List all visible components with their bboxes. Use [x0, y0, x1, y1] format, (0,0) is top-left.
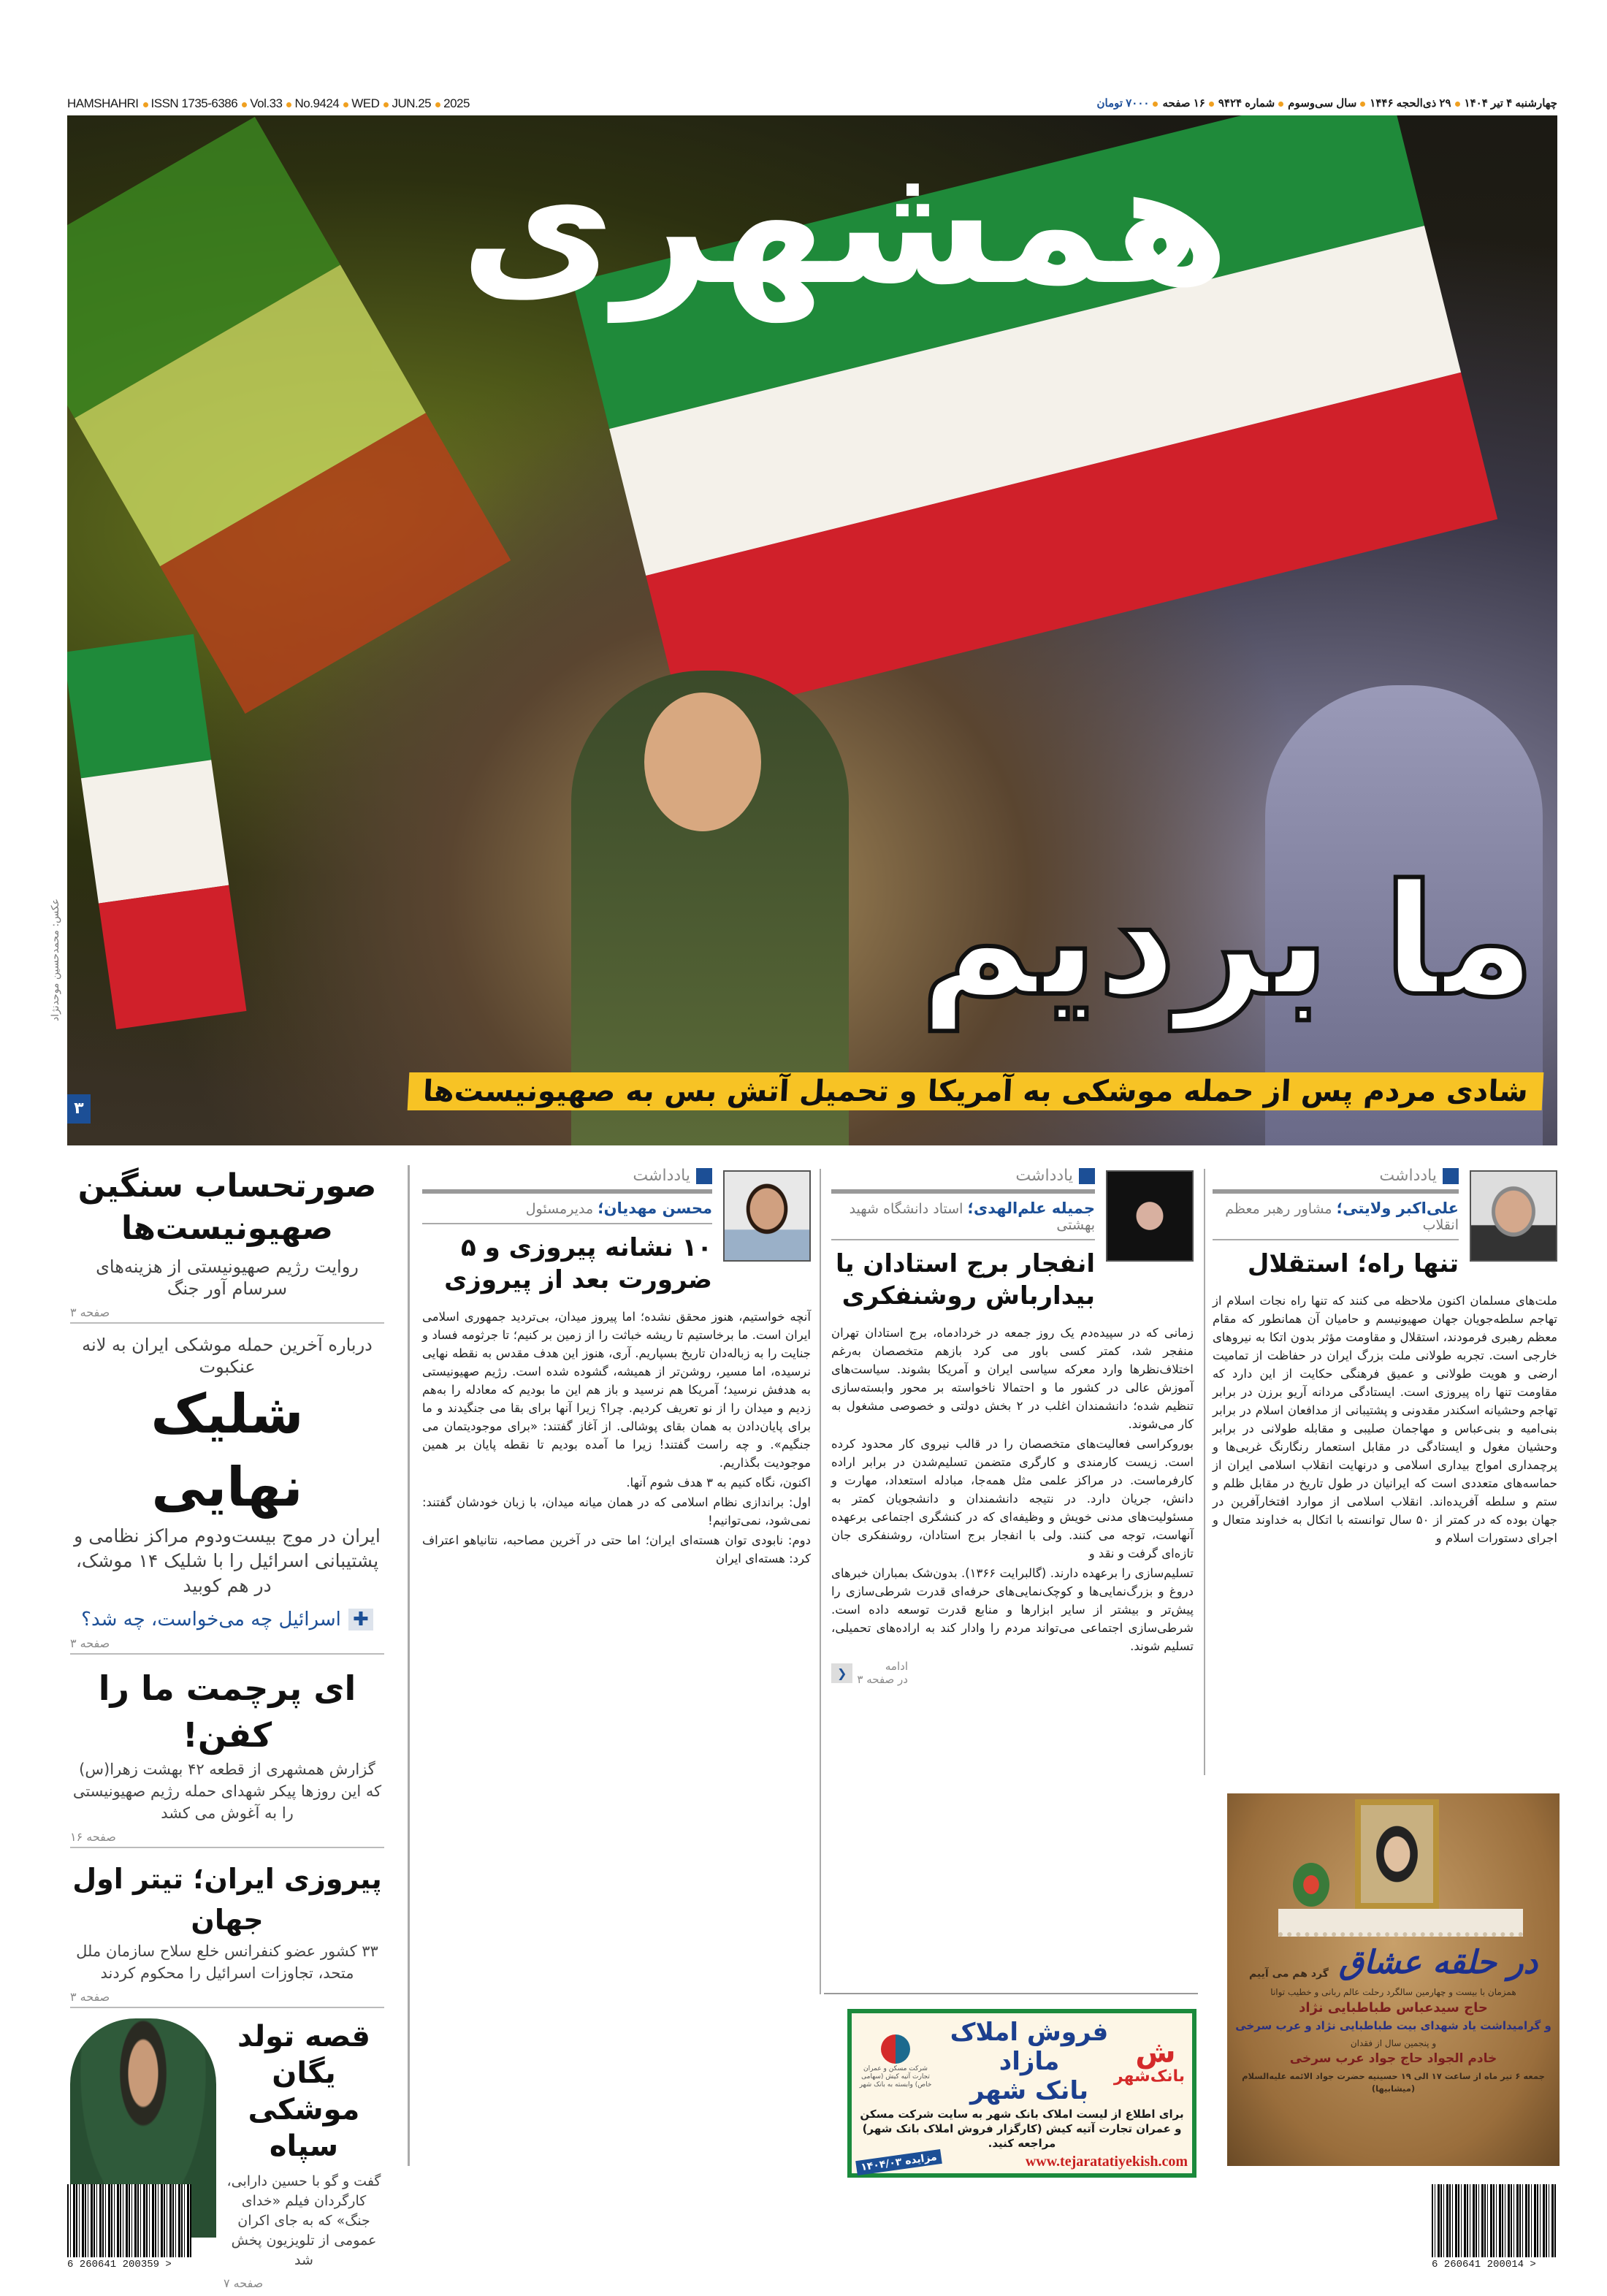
weekday: WED: [343, 96, 379, 111]
barcode: [1432, 2184, 1556, 2270]
continue-row: [831, 1660, 1194, 1686]
barcode-number: 6 260641 200359 >: [67, 2259, 191, 2270]
ad-title-line: بانک شهر: [970, 2076, 1088, 2105]
column-header: [831, 1167, 1095, 1312]
author-portrait: [723, 1170, 811, 1262]
author-role: مشاور رهبر معظم انقلاب: [1225, 1201, 1459, 1233]
hero-photo: [67, 115, 1557, 1145]
author-portrait: [1106, 1170, 1194, 1262]
paragraph: تسلیم‌سازی را برعهده دارند. (گالبرایت ۱۳۶۶). بدون‌شک بمباران خبرهای دروغ و بزرگ‌نمایی‌ها و کوچک‌نمایی‌های حرفه‌ای قدرت شرطی‌سازی را پیش‌تر و بیشتر از سایر ابزارها و منابع قدرت توسعه داده است. شرطی‌سازی اجتماعی می‌تواند مردم را وادار کند به اراده‌های تحمیلی، تسلیم شوند.: [831, 1566, 1194, 1653]
author-name: محسن مهدیان؛: [598, 1200, 712, 1217]
story-teaser[interactable]: [224, 2018, 384, 2290]
column-divider: [408, 1165, 410, 2166]
divider: [422, 1189, 712, 1194]
column-divider: [1204, 1169, 1205, 1775]
tag-label: یادداشت: [633, 1167, 690, 1185]
divider: [70, 1322, 384, 1324]
divider: [70, 1653, 384, 1655]
ad-line: و پنجمین سال از فقدان: [1350, 2038, 1437, 2048]
issn: ISSN 1735-6386: [143, 96, 238, 111]
column-header: [422, 1167, 712, 1296]
plus-icon: ✚: [348, 1609, 373, 1631]
byline: [1213, 1200, 1459, 1233]
divider: [831, 1189, 1095, 1194]
flower-pot-decoration: [1293, 1863, 1329, 1907]
divider: [831, 1239, 1095, 1240]
left-column: [70, 1165, 384, 2290]
story-title[interactable]: شلیک نهایی: [150, 1383, 304, 1519]
story-subtitle: روایت رژیم صهیونیستی از هزینه‌های سرسام آور جنگ: [96, 1256, 359, 1299]
ad-url[interactable]: www.tejaratatiyekish.com: [1025, 2154, 1188, 2170]
photo-credit: عکس: محمدحسین موحدنژاد: [50, 899, 61, 1022]
page-ref: صفحه ۳: [70, 1636, 110, 1650]
story-subtitle: گفت و گو با حسین دارابی، کارگردان فیلم «خدای جنگ» که به جای اکران عمومی از تلویزیون پخش شد: [226, 2173, 381, 2268]
story-teaser[interactable]: [70, 1665, 384, 1848]
issue-number: No.9424: [286, 96, 339, 111]
opinion-column-velayati: [1213, 1167, 1557, 1549]
barcode: [67, 2184, 191, 2270]
bank-shahr-logo: ﺵ بانک‌شهر: [1113, 2035, 1185, 2086]
tag-label: یادداشت: [1379, 1167, 1437, 1185]
story-kicker: درباره آخرین حمله موشکی ایران به لانه عنکبوت: [82, 1335, 373, 1377]
masthead-logo: همشهری: [460, 127, 1230, 322]
tag-square-icon: [696, 1168, 712, 1184]
issue-info-latin: [67, 96, 470, 111]
divider: [70, 1847, 384, 1848]
story-teaser[interactable]: [70, 1165, 384, 1324]
column-title[interactable]: تنها راه؛ استقلال: [1247, 1249, 1459, 1278]
continue-link[interactable]: [831, 1660, 908, 1686]
paragraph: ملت‌های مسلمان اکنون ملاحظه می کنند که تنها راه نجات اسلام از تهاجم سلطه‌جویان جهان صهیونیسم و حامیان آن همانطور که مقام معظم رهبری فرمودند، استقلال و مقاومت مؤثر بدون اتکا به نیروهای خارجی است. تجربه طولانی ملت بزرگ ایران در حفاظت از تمامیت ارضی و هویت طولانی و عمیق فرهنگی حکایت از این دارد که مقاومت تنها راه پیروزی است. ایستادگی مردانه آریو برزن در برابر تهاجم وحشیانه اسکندر مقدونی و پشتیبانی از مدافعان اسلام در برابر بنی‌امیه و بنی‌عباس و مهاجمان صلیبی و مقابله طولانی در برابر وحشیان مغول و ایستادگی در مقابل استعمار رنگارنگ غربی‌ها و پرچمداری امواج بیداری اسلامی و درنهایت انقلاب اسلامی ایران از حماسه‌های متعددی است که ایرانیان در طول تاریخ در مقابل ظلم و ستم و سلطه آفریده‌اند. انقلاب اسلامی از موارد افتخارآفرین در جهان بوده که در کمتر از ۵۰ سال توانسته با اتکال به خداوند متعال و اجرای دستورات اسلام و: [1213, 1294, 1557, 1545]
ad-name: حاج سیدعباس طباطبایی نژاد: [1299, 2000, 1488, 2015]
issue-number-fa: شماره ۹۴۲۴: [1218, 96, 1283, 110]
ad-title-line: فروش املاک مازاد: [950, 2018, 1109, 2076]
ad-calligraphy: در حلقه عشاق: [1338, 1944, 1538, 1981]
brand-name: بانک‌شهر: [1113, 2067, 1185, 2086]
ad-text: برای اطلاع از لیست املاک بانک شهر به سایت شرکت مسکن و عمران تجارت آتیه کیش (کارگزار فروش املاک بانک شهر) مراجعه کنید.: [860, 2108, 1184, 2150]
ad-title: [936, 2018, 1122, 2105]
column-title[interactable]: انفجار برج استادان یا بیدارباش روشنفکری: [835, 1249, 1095, 1311]
divider: [1213, 1239, 1459, 1240]
tag-square-icon: [1443, 1168, 1459, 1184]
shelf-decoration: [1278, 1909, 1523, 1937]
paragraph: اکنون، نگاه کنیم به ۳ هدف شوم آنها.: [626, 1476, 811, 1490]
tag-label: یادداشت: [1015, 1167, 1073, 1185]
main-headline: ما بردیم: [920, 851, 1535, 1030]
memorial-portrait: [1355, 1799, 1439, 1909]
column-body: [1213, 1292, 1557, 1547]
date: JUN.25: [383, 96, 431, 111]
flag-decoration: [67, 634, 246, 1029]
ad-line: و گرامیداشت یاد شهدای بیت طباطبایی نژاد و عرب سرخی: [1235, 2019, 1551, 2032]
ad-footer: جمعه ۶ تیر ماه از ساعت ۱۷ الی ۱۹ حسینیه حضرت جواد الائمه علیه‌السلام (میشابیها): [1242, 2071, 1545, 2094]
column-body: [422, 1308, 811, 1568]
bank-shahr-ad[interactable]: [847, 2009, 1196, 2178]
price: ۷۰۰۰ تومان: [1097, 96, 1159, 110]
paper-name: HAMSHAHRI: [67, 96, 139, 110]
page-badge[interactable]: ۳: [67, 1094, 91, 1124]
story-title[interactable]: قصه تولد یگان موشکی سپاه: [237, 2020, 370, 2163]
ad-line: همزمان با بیست و چهارمین سالگرد رحلت عالم ربانی و خطیب توانا: [1270, 1987, 1516, 1997]
ad-body: [1227, 1983, 1560, 2095]
page-count: ۱۶ صفحه: [1162, 96, 1213, 110]
column-divider: [820, 1169, 821, 1994]
related-link-text[interactable]: اسرائیل چه می‌خواست، چه شد؟: [81, 1609, 341, 1631]
column-tag: [1213, 1167, 1459, 1185]
ad-heading: [1227, 1943, 1560, 1983]
column-tag: [831, 1167, 1095, 1185]
story-teaser[interactable]: [70, 1858, 384, 2008]
divider: [824, 1993, 1198, 1994]
byline: [422, 1200, 712, 1217]
column-header: [1213, 1167, 1459, 1280]
continue-page: در صفحه ۳: [857, 1673, 908, 1686]
barcode-number: 6 260641 200014 >: [1432, 2259, 1556, 2270]
story-subtitle: گزارش همشهری از قطعه ۴۲ بهشت زهرا(س) که این روزها پیکر شهدای حمله رژیم صهیونیستی را به آغوش می کشد: [72, 1761, 382, 1822]
ad-name: خادم الجواد حاج جواد عرب سرخی: [1289, 2051, 1497, 2066]
opinion-column-mahdian: [422, 1167, 811, 1569]
story-teaser[interactable]: [70, 1334, 384, 1655]
page-ref: صفحه ۱۶: [70, 1830, 116, 1844]
persian-date: چهارشنبه ۴ تیر ۱۴۰۴: [1464, 97, 1557, 110]
paragraph: اول: براندازی نظام اسلامی که در همان میانه میدان، با زبان خودشان گفتند: نمی‌شود، نمی‌توانیم!: [422, 1495, 811, 1528]
author-name: جمیله علم‌الهدی؛: [967, 1200, 1095, 1217]
paragraph: زمانی که در سپیده‌دم یک روز جمعه در خردادماه، برج استادان تهران منفجر شد، کمتر کسی باور می کرد بازهم متخصصان به‌رغم اختلاف‌نظرها وارد معرکه سیاسی ایران و آمریکا بشوند. سیاست‌های آموزش عالی در کشور ما و احتمالا ناخواسته بر محور وابسته‌سازی تنظیم شده؛ دانشمندان اغلب در ۲ بخش دولتی و خصوصی مشغول به کار می‌شوند.: [831, 1326, 1194, 1431]
author-name: علی‌اکبر ولایتی؛: [1336, 1200, 1459, 1217]
auction-badge: مزایده ۱۴۰۴/۰۳: [855, 2148, 942, 2175]
author-role: مدیرمسئول: [525, 1201, 594, 1217]
paragraph: دوم: نابودی توان هسته‌ای ایران؛ اما حتی در آخرین مصاحبه، نتانیاهو اعتراف کرد: هسته‌ای ایران: [422, 1533, 811, 1565]
author-role: استاد دانشگاه شهید بهشتی: [849, 1201, 1095, 1233]
related-link[interactable]: [70, 1609, 384, 1631]
volume: Vol.33: [242, 96, 282, 111]
continue-label: ادامه: [885, 1660, 908, 1673]
hijri-date: ۲۹ ذی‌الحجه ۱۴۴۶: [1370, 96, 1459, 110]
page-ref: صفحه ۳: [70, 1990, 110, 2004]
byline: [831, 1200, 1095, 1233]
year: 2025: [435, 96, 470, 111]
paragraph: بوروکراسی فعالیت‌های متخصصان را در قالب نیروی کار محدود کرده است. زیست کارمندی و کارگری متضمن تسلیم‌شدن در برابر اراده کارفرماست. در مراکز علمی مثل همه‌جا، مبادله استعداد، مهارت و دانش، جریان دارد. در نتیجه دانشمندان و دانشجویان کمتر به مسئولیت‌های مدنی خویش و وظیفه‌ای که در کنشگری اجتماعی برعهده آنهاست، توجه می کنند. ولی با انفجار برج استادان، روشنفکری جان تازه‌ای گرفت و نقد و: [831, 1437, 1194, 1560]
tag-square-icon: [1079, 1168, 1095, 1184]
divider: [422, 1223, 712, 1224]
page-ref: صفحه ۳: [70, 1305, 110, 1319]
memorial-ad[interactable]: [1227, 1793, 1560, 2166]
issue-info-persian: [1097, 96, 1557, 110]
company-name: شرکت مسکن و عمران تجارت آتیه کیش (سهامی خاص) وابسته به بانک شهر: [859, 2064, 932, 2089]
story-subtitle: ۳۳ کشور عضو کنفرانس خلع سلاح سازمان ملل متحد، تجاوزات اسرائیل را محکوم کردند: [76, 1942, 378, 1982]
story-title[interactable]: ای پرچمت ما را کفن!: [98, 1668, 356, 1755]
opinion-column-alamolhoda: [831, 1167, 1194, 1686]
paragraph: آنچه خواستیم، هنوز محقق نشده؛ اما پیروز میدان، بی‌تردید جمهوری اسلامی ایران است. ما برخاستیم تا ریشه خباثت را از زمین بر کنیم؛ تا جرثومه فساد و جنایت را به زباله‌دان تاریخ بسپاریم. آری، هنوز این هدف مقدس به نقطه نهایی نرسیده، اما مسیر، روشن‌تر از همیشه، گشوده شده است. رژیم صهیونیستی به هدفش نرسید؛ آمریکا هم نرسید و باز هم این ما بودیم که معادله را به‌هم زدیم و میدان را از نو تعریف کردیم. چرا؟ زیرا آنها برای بقا می جنگیدند و ما برای پایان‌دادن به همان بقای پوشالی. از آغاز گفتند: «برای موجودیتمان می جنگیم». و چه راست گفتند! زیرا ما آمده بودیم تا نقطه پایان بر همین موجودیت بگذاریم.: [422, 1310, 811, 1470]
issue-info-strip: [67, 96, 1557, 115]
page-ref: صفحه ۷: [224, 2276, 264, 2290]
divider: [70, 2007, 384, 2008]
crowd-person-face: [644, 693, 761, 831]
story-title[interactable]: پیروزی ایران؛ تیتر اول جهان: [72, 1863, 382, 1936]
subheadline-banner: شادی مردم پس از حمله موشکی به آمریکا و تحمیل آتش بس به صهیونیست‌ها: [408, 1072, 1543, 1110]
ad-tagline: گرد هم می آییم: [1248, 1968, 1329, 1980]
column-tag: [422, 1167, 712, 1185]
column-body: [831, 1324, 1194, 1655]
memorial-scene: [1227, 1793, 1560, 1943]
column-title[interactable]: ۱۰ نشانه پیروزی و ۵ ضرورت بعد از پیروزی: [444, 1233, 712, 1294]
volume-fa: سال سی‌وسوم: [1288, 96, 1365, 110]
company-logo: [859, 2034, 932, 2089]
chevron-left-icon[interactable]: ❮: [831, 1663, 852, 1683]
author-portrait: [1470, 1170, 1557, 1262]
story-subtitle: ایران در موج بیست‌ودوم مراکز نظامی و پشتیبانی اسرائیل را با شلیک ۱۴ موشک، در هم کوبید: [74, 1525, 381, 1596]
story-title[interactable]: صورتحساب سنگین صهیونیست‌ها: [77, 1167, 377, 1247]
divider: [1213, 1189, 1459, 1194]
